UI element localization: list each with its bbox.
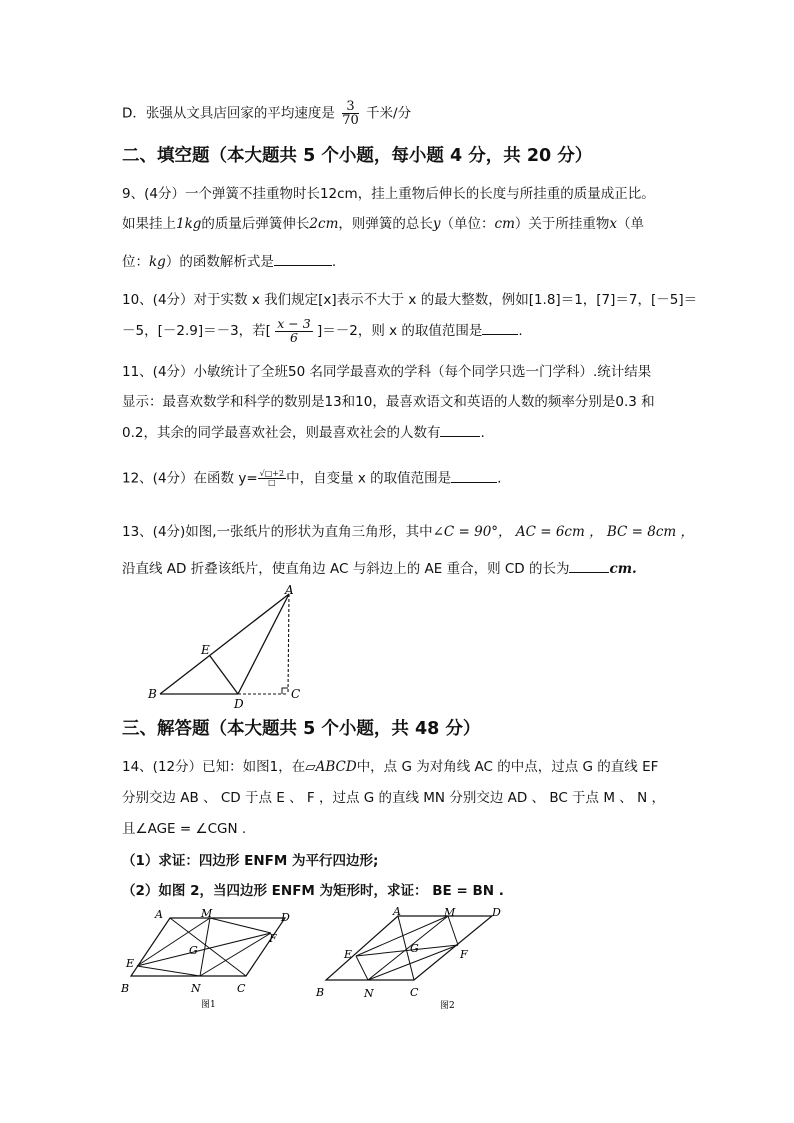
fig13-label-c: C <box>291 687 301 701</box>
q9-l3unit: kg <box>149 254 166 270</box>
q13-line1 <box>122 526 694 540</box>
fig2-line-ne <box>356 956 368 980</box>
q11-line1: 11、(4分）小敏统计了全班50 名同学最喜欢的学科（每个同学只选一门学科）.统计结果 <box>122 364 652 380</box>
fig2-label-f: F <box>460 948 468 961</box>
q10-l2b: ]＝－2，则 x 的取值范围是 <box>316 323 483 339</box>
q14-l1a: 14、(12分）已知：如图1，在 <box>122 759 306 775</box>
q9-len: 2cm <box>309 216 339 232</box>
q11-end: . <box>480 425 485 441</box>
fig2-line-em <box>356 916 448 956</box>
q9-answer-blank <box>274 265 332 266</box>
fig1-caption: 图1 <box>201 1000 216 1010</box>
fig2-label-e: E <box>344 948 353 961</box>
fig1-line-ne <box>137 966 200 976</box>
fig13-line-ac-dashed <box>288 594 289 694</box>
fig13-line-ed <box>210 656 238 694</box>
fig1-label-c: C <box>237 982 246 995</box>
q13-unit: cm. <box>609 561 637 577</box>
fig1-line-mf <box>210 918 271 933</box>
q14-figure2 <box>310 904 510 1014</box>
q14-l1b: 中，点 G 为对角线 AC 的中点，过点 G 的直线 EF <box>356 759 659 775</box>
q9-end: . <box>331 254 337 270</box>
q9-unit: cm <box>494 216 515 232</box>
q12-end: . <box>497 470 502 487</box>
q9-l2a: 如果挂上 <box>122 216 176 232</box>
q12-prefix: 12、(4分）在函数 y= <box>122 470 258 487</box>
q9-l2f: （单 <box>617 216 645 232</box>
section2-title: 二、填空题（本大题共 5 个小题，每小题 4 分，共 20 分） <box>122 146 593 166</box>
fig1-label-f: F <box>269 932 277 945</box>
q10-line1: 10、(4分）对于实数 x 我们规定[x]表示不大于 x 的最大整数，例如[1.8]＝1，[7]＝7，[－5]＝ <box>122 292 698 308</box>
fig1-label-g: G <box>189 944 198 957</box>
q8d-frac-num: 3 <box>342 100 359 114</box>
fig1-label-n: N <box>191 982 201 995</box>
fig13-right-angle-mark <box>282 688 288 694</box>
q12-frac-den: □ <box>268 478 276 487</box>
fig1-label-d: D <box>281 911 290 924</box>
q14-part1: （1）求证：四边形 ENFM 为平行四边形; <box>122 853 379 869</box>
q9-x: x <box>609 216 618 232</box>
fig2-label-d: D <box>492 906 501 919</box>
fig1-label-e: E <box>126 957 135 970</box>
q9-l2d: （单位： <box>440 216 495 232</box>
fig1-label-b: B <box>121 982 130 995</box>
q9-line2 <box>122 218 644 232</box>
q11-l3a: 0.2，其余的同学最喜欢社会，则最喜欢社会的人数有 <box>122 425 441 441</box>
fig2-line-mn <box>368 916 448 980</box>
q10-answer-blank <box>482 334 518 335</box>
q13-answer-blank <box>569 572 609 573</box>
q11-line3 <box>122 427 485 441</box>
fig13-label-a: A <box>285 583 294 597</box>
fig2-label-n: N <box>364 987 374 1000</box>
fig2-label-g: G <box>410 942 419 955</box>
fig2-label-a: A <box>393 905 401 918</box>
q9-l2b: 的质量后弹簧伸长 <box>201 216 310 232</box>
fig1-label-m: M <box>201 907 213 920</box>
q12-fraction <box>258 470 286 487</box>
q8d-suffix: 千米/分 <box>366 105 412 122</box>
q9-mass: 1kg <box>176 216 202 232</box>
q8-option-d <box>122 100 411 127</box>
q10-frac-num: x − 3 <box>277 316 311 331</box>
q13-l1-math: ∠C = 90°， AC = 6cm ， BC = 8cm ， <box>432 524 694 540</box>
fig1-line-em <box>137 918 210 966</box>
q9-l2c: ，则弹簧的总长 <box>338 216 433 232</box>
fig2-label-m: M <box>444 906 456 919</box>
q14-figure1 <box>115 906 305 1011</box>
fig13-line-ab <box>160 594 289 694</box>
q11-line2: 显示：最喜欢数学和科学的数别是13和10，最喜欢语文和英语的人数的频率分别是0.3 和 <box>122 394 655 410</box>
q10-fraction <box>275 318 312 344</box>
fig13-label-b: B <box>148 687 157 701</box>
fig13-label-e: E <box>201 643 210 657</box>
q13-l1a: 13、(4分)如图,一张纸片的形状为直角三角形，其中 <box>122 524 433 540</box>
fig13-label-d: D <box>234 697 244 708</box>
q14-part2: （2）如图 2，当四边形 ENFM 为矩形时，求证： BE = BN . <box>122 883 504 899</box>
fig2-label-c: C <box>410 986 419 999</box>
fig1-label-a: A <box>155 908 163 921</box>
fig13-line-ad <box>238 594 289 694</box>
q8d-fraction <box>342 100 359 127</box>
q12-frac-num: √□+2 <box>259 469 285 478</box>
q13-l2a: 沿直线 AD 折叠该纸片，使直角边 AC 与斜边上的 AE 重合，则 CD 的长为 <box>122 561 570 577</box>
q13-line2 <box>122 563 637 577</box>
fig2-line-mf <box>448 916 458 945</box>
q14-parallelogram: ▱ABCD <box>305 759 357 775</box>
q12-line <box>122 470 501 487</box>
q8d-prefix: D．张强从文具店回家的平均速度是 <box>122 105 335 122</box>
q12-suffix: 中，自变量 x 的取值范围是 <box>286 470 452 487</box>
q12-answer-blank <box>451 482 497 483</box>
q10-end: . <box>518 323 523 339</box>
q9-l3b: ）的函数解析式是 <box>165 254 274 270</box>
fig2-caption: 图2 <box>440 1001 455 1011</box>
q13-triangle-figure <box>140 582 310 708</box>
q9-l3a: 位： <box>122 254 149 270</box>
q14-line2: 分别交边 AB 、 CD 于点 E 、 F ，过点 G 的直线 MN 分别交边 AD 、 BC 于点 M 、 N ， <box>122 790 665 806</box>
section3-title: 三、解答题（本大题共 5 个小题，共 48 分） <box>122 719 481 739</box>
q9-line3 <box>122 256 336 270</box>
q14-line3: 且∠AGE = ∠CGN . <box>122 821 247 837</box>
q14-line1 <box>122 761 658 775</box>
q8d-frac-den: 70 <box>342 113 359 128</box>
q9-line1: 9、(4分）一个弹簧不挂重物时长12cm，挂上重物后伸长的长度与所挂重的质量成正比。 <box>122 186 655 202</box>
q10-line2 <box>122 318 523 344</box>
q10-l2a: －5，[－2.9]＝－3，若[ <box>122 323 271 339</box>
fig2-label-b: B <box>316 986 325 999</box>
q11-answer-blank <box>440 436 480 437</box>
q10-frac-den: 6 <box>289 329 298 345</box>
q9-l2e: ）关于所挂重物 <box>514 216 610 232</box>
q9-y: y <box>432 216 441 232</box>
